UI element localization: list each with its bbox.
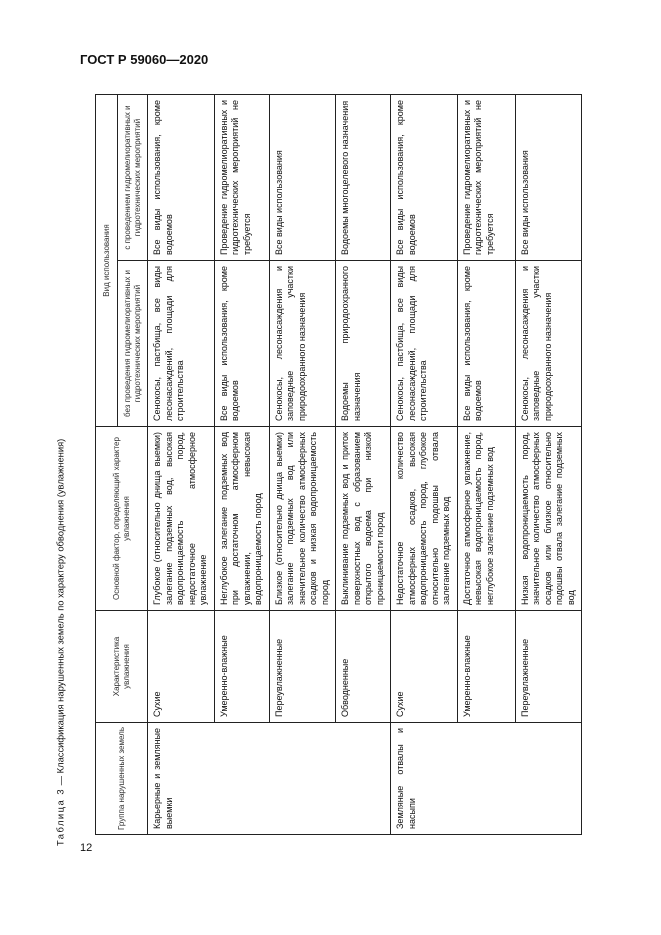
without-cell: Сенокосы, лесонасаждения и заповедные участки природоохранного назначения bbox=[515, 261, 582, 427]
group-continuation-cell bbox=[515, 723, 582, 835]
characteristic-cell: Сухие bbox=[391, 611, 458, 723]
group-name-cell: Карьерные и земляные выемки bbox=[148, 723, 215, 835]
table-row bbox=[269, 95, 336, 835]
without-cell: Все виды использования, кроме водоемов bbox=[214, 261, 269, 427]
without-cell: Водоемы природоохранного назначения bbox=[336, 261, 391, 427]
caption-prefix: Таблица 3 bbox=[54, 787, 66, 846]
characteristic-cell: Сухие bbox=[148, 611, 215, 723]
group-continuation-cell bbox=[269, 723, 336, 835]
document-header: ГОСТ Р 59060—2020 bbox=[80, 52, 209, 67]
table-row bbox=[336, 95, 391, 835]
characteristic-cell: Умеренно-влажные bbox=[214, 611, 269, 723]
table-caption bbox=[50, 106, 70, 846]
table-row bbox=[515, 95, 582, 835]
factor-cell: Достаточное атмосферное увлажнение, невысокая водопроницаемость пород, неглубокое залегание подземных вод bbox=[457, 427, 515, 611]
table-row bbox=[214, 95, 269, 835]
factor-cell: Низкая водопроницаемость пород, значительное количество атмосферных осадков или близкое относительно подошвы отвала залегание подземных вод bbox=[515, 427, 582, 611]
characteristic-cell: Обводненные bbox=[336, 611, 391, 723]
with-cell: Все виды использования bbox=[515, 95, 582, 261]
with-cell: Проведение гидромелиоративных и гидротехнических мероприятий не требуется bbox=[214, 95, 269, 261]
header-characteristic: Характеристика увлажнения bbox=[96, 611, 148, 723]
caption-text: — Классификация нарушенных земель по характеру обводнения (увлажнения) bbox=[54, 438, 66, 788]
without-cell: Сенокосы, пастбища, все виды лесонасаждений, площади для строительства bbox=[391, 261, 458, 427]
factor-cell: Неглубокое залегание подземных вод при достаточном атмосферном увлажнении, невысокая водопроницаемость пород bbox=[214, 427, 269, 611]
page-number: 12 bbox=[80, 842, 93, 854]
classification-table bbox=[95, 94, 582, 835]
group-name-cell: Земляные отвалы и насыпи bbox=[391, 723, 458, 835]
header-factor: Основной фактор, определяющий характер увлажнения bbox=[96, 427, 148, 611]
group-continuation-cell bbox=[336, 723, 391, 835]
factor-cell: Выклинивание подземных вод и приток поверхностных вод с образованием открытого водоема при низкой проницаемости пород bbox=[336, 427, 391, 611]
without-cell: Сенокосы, лесонасаждения и заповедные участки природоохранного назначения bbox=[269, 261, 336, 427]
with-cell: Проведение гидромелиоративных и гидротехнических мероприятий не требуется bbox=[457, 95, 515, 261]
with-cell: Все виды использования bbox=[269, 95, 336, 261]
characteristic-cell: Умеренно-влажные bbox=[457, 611, 515, 723]
header-without-measures: без проведения гидромелиоративных и гидротехнических мероприятий bbox=[118, 261, 148, 427]
table-row bbox=[148, 95, 215, 835]
group-continuation-cell bbox=[457, 723, 515, 835]
with-cell: Водоемы многоцелевого назначения bbox=[336, 95, 391, 261]
without-cell: Все виды использования, кроме водоемов bbox=[457, 261, 515, 427]
rotated-table-area bbox=[95, 95, 661, 831]
header-group: Группа нарушенных земель bbox=[96, 723, 148, 835]
characteristic-cell: Переувлажненные bbox=[515, 611, 582, 723]
factor-cell: Близкое (относительно днища выемки) залегание подземных вод или значительное количество атмосферных осадков и низкая водопроницаемость пород bbox=[269, 427, 336, 611]
factor-cell: Глубокое (относительно днища выемки) залегание подземных вод, высокая водопроницаемость пород, недостаточное атмосферное увлажнение bbox=[148, 427, 215, 611]
with-cell: Все виды использования, кроме водоемов bbox=[391, 95, 458, 261]
table-row bbox=[457, 95, 515, 835]
with-cell: Все виды использования, кроме водоемов bbox=[148, 95, 215, 261]
header-usage: Вид использования bbox=[96, 95, 118, 427]
factor-cell: Недостаточное количество атмосферных осадков, высокая водопроницаемость пород, глубокое относительно подошвы отвала залегание подземных вод bbox=[391, 427, 458, 611]
header-with-measures: с проведением гидромелиоративных и гидротехнических мероприятий bbox=[118, 95, 148, 261]
group-continuation-cell bbox=[214, 723, 269, 835]
table-row bbox=[391, 95, 458, 835]
without-cell: Сенокосы, пастбища, все виды лесонасаждений, площади для строительства bbox=[148, 261, 215, 427]
characteristic-cell: Переувлажненные bbox=[269, 611, 336, 723]
